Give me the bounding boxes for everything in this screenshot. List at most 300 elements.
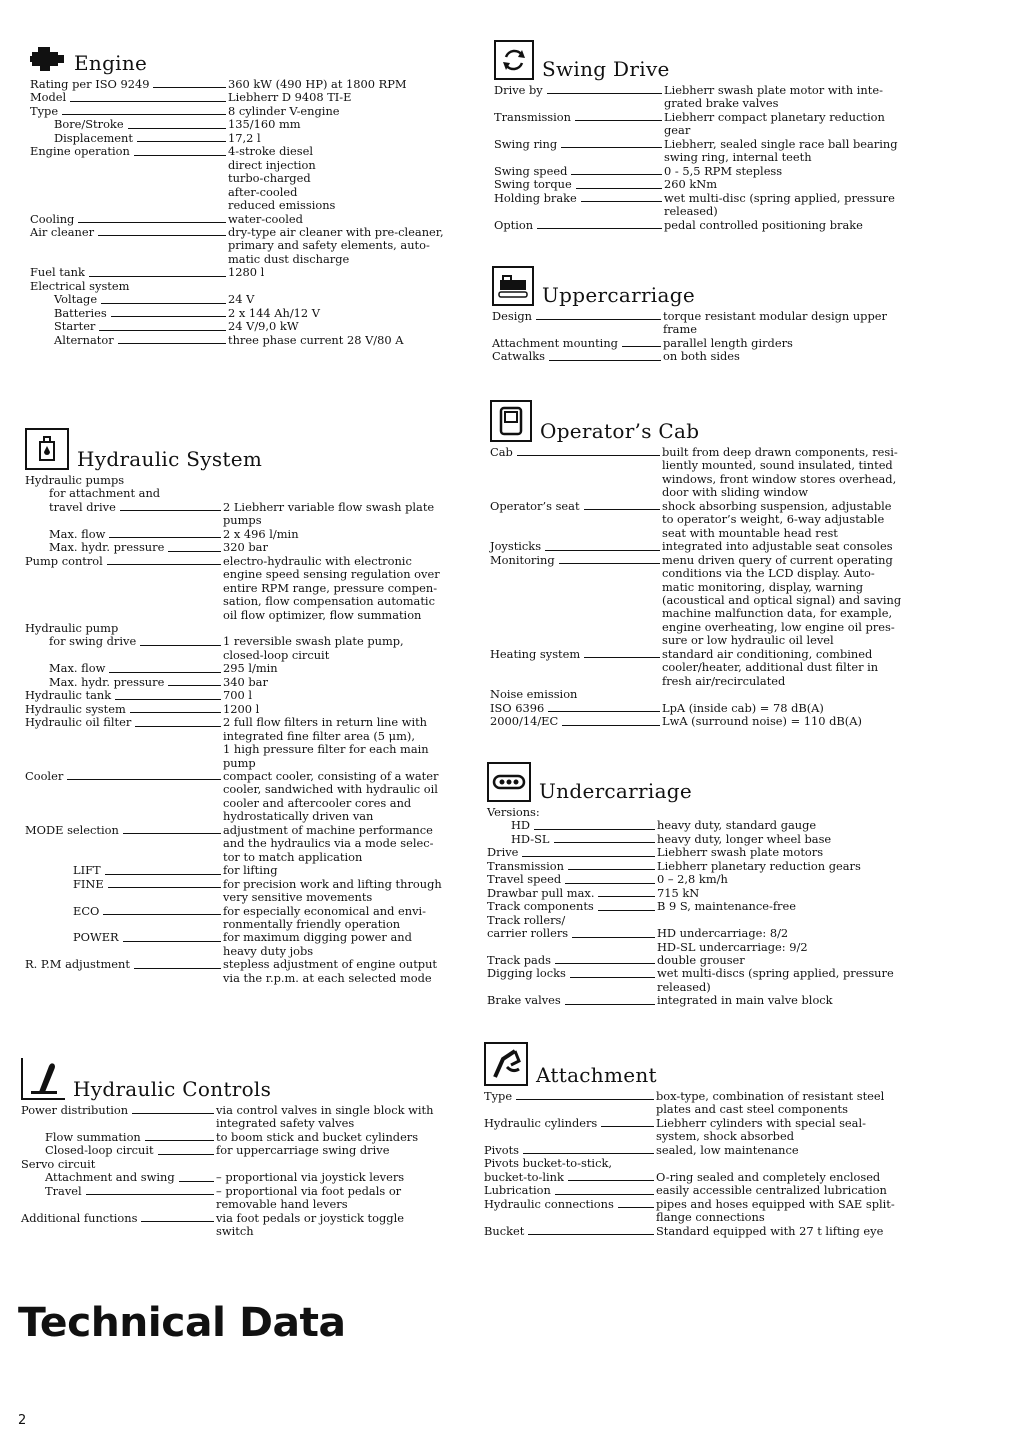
spec-row (25, 555, 470, 622)
spec-label: Bore/Stroke (54, 117, 124, 132)
leader-line (140, 645, 221, 646)
spec-label-cell (484, 1144, 656, 1157)
spec-row (25, 676, 470, 689)
leader-line (123, 833, 221, 834)
spec-row (490, 500, 932, 540)
operators-cab-rows (490, 446, 932, 729)
spec-label: Joysticks (490, 539, 542, 554)
spec-row (21, 1144, 466, 1157)
spec-row (487, 914, 929, 927)
spec-value: 135/160 mm (228, 117, 301, 132)
spec-value: 0 - 5,5 RPM stepless (664, 163, 783, 178)
spec-label: Monitoring (490, 552, 555, 567)
spec-value: 24 V/9,0 kW (228, 319, 299, 334)
spec-row (25, 501, 470, 528)
leader-line (575, 120, 662, 121)
leader-line (78, 222, 226, 223)
spec-value: 295 l/min (223, 661, 278, 676)
spec-label: Type (30, 103, 59, 118)
undercarriage-section (487, 762, 929, 1008)
spec-label: Swing torque (494, 177, 572, 192)
spec-label-cell (492, 350, 663, 363)
spec-value: dry-type air cleaner with pre-cleaner, primary and safety elements, auto- matic dust discharge (228, 224, 444, 266)
leader-line (86, 1194, 214, 1195)
spec-value: Liebherr swash plate motors (657, 845, 824, 860)
spec-label: Servo circuit (21, 1156, 96, 1171)
spec-row (490, 715, 932, 728)
spec-row (25, 864, 470, 877)
engine-rows (30, 78, 470, 347)
spec-value: integrated into adjustable seat consoles (662, 539, 893, 554)
spec-label-cell (487, 900, 657, 913)
spec-label-cell (25, 689, 223, 702)
spec-row (494, 219, 934, 232)
spec-row (490, 702, 932, 715)
spec-label-cell (30, 78, 228, 91)
spec-label: travel drive (49, 499, 116, 514)
spec-row (484, 1144, 929, 1157)
spec-label-cell (490, 540, 662, 553)
leader-line (98, 235, 226, 236)
spec-label-cell (25, 676, 223, 689)
uppercarriage-section (492, 266, 932, 364)
spec-label-cell (490, 688, 662, 701)
leader-line (598, 910, 655, 911)
spec-value: via foot pedals or joystick toggle switch (216, 1210, 404, 1239)
spec-label-cell (487, 967, 657, 980)
spec-label: Hydraulic pump (25, 620, 119, 635)
spec-label-cell (487, 954, 657, 967)
spec-row (30, 91, 470, 104)
spec-label: Power distribution (21, 1103, 129, 1117)
spec-value: 24 V (228, 292, 255, 307)
spec-label: FINE (73, 876, 104, 891)
spec-label-cell (30, 213, 228, 226)
spec-label-cell (30, 118, 228, 131)
spec-value: LpA (inside cab) = 78 dB(A) (662, 700, 824, 715)
spec-value: for precision work and lifting through very sensitive movements (223, 876, 442, 905)
spec-value: Liebherr compact planetary reduction gear (664, 109, 885, 138)
spec-value: 2 x 144 Ah/12 V (228, 305, 321, 320)
attachment-header (484, 1042, 929, 1086)
spec-label-cell (30, 132, 228, 145)
leader-line (581, 201, 662, 202)
spec-row (487, 860, 929, 873)
spec-label: Fuel tank (30, 265, 85, 280)
uppercarriage-icon (492, 266, 534, 306)
spec-row (25, 958, 470, 985)
spec-row (30, 78, 470, 91)
spec-label-cell (490, 554, 662, 567)
spec-row (494, 192, 934, 219)
swing-drive-header (494, 40, 934, 80)
spec-value: shock absorbing suspension, adjustable to operator’s weight, 6-way adjustable seat with mountable head rest (662, 498, 892, 540)
spec-label-cell (25, 958, 223, 971)
spec-label-cell (25, 528, 223, 541)
leader-line (534, 829, 655, 830)
spec-row (487, 900, 929, 913)
attachment-section (484, 1042, 929, 1238)
spec-value: 0 – 2,8 km/h (657, 872, 728, 887)
spec-row (487, 967, 929, 994)
leader-line (134, 968, 221, 969)
spec-value: 700 l (223, 688, 253, 703)
spec-value: pedal controlled positioning brake (664, 217, 863, 232)
spec-label: Engine operation (30, 144, 130, 159)
leader-line (547, 93, 662, 94)
spec-label: R. P.M adjustment (25, 957, 130, 972)
spec-value: Liebherr D 9408 TI-E (228, 90, 352, 105)
spec-row (490, 446, 932, 500)
spec-label: Air cleaner (30, 224, 95, 239)
spec-label: Batteries (54, 305, 107, 320)
spec-label: Noise emission (490, 687, 578, 702)
leader-line (572, 937, 655, 938)
spec-row (21, 1185, 466, 1212)
attachment-title: Attachment (536, 1063, 657, 1087)
spec-row (484, 1184, 929, 1197)
spec-row (484, 1171, 929, 1184)
spec-value: 715 kN (657, 885, 700, 900)
spec-label: Voltage (54, 292, 98, 307)
leader-line (536, 319, 661, 320)
spec-label: Versions: (487, 805, 540, 819)
leader-line (101, 303, 226, 304)
spec-value: parallel length girders (663, 335, 793, 350)
spec-label-cell (25, 635, 223, 648)
spec-value: – proportional via foot pedals or removable hand levers (216, 1183, 402, 1212)
spec-label: ECO (73, 903, 100, 918)
leader-line (522, 856, 655, 857)
spec-value: 17,2 l (228, 130, 261, 145)
spec-row (487, 806, 929, 819)
spec-label: Hydraulic cylinders (484, 1115, 598, 1130)
spec-label: 2000/14/EC (490, 714, 559, 729)
leader-line (179, 1181, 214, 1182)
spec-label-cell (487, 887, 657, 900)
spec-row (21, 1212, 466, 1239)
spec-value: to boom stick and bucket cylinders (216, 1129, 419, 1144)
leader-line (111, 316, 226, 317)
spec-label-cell (484, 1157, 656, 1170)
uppercarriage-header (492, 266, 932, 306)
leader-line (141, 1221, 214, 1222)
spec-row (30, 280, 470, 293)
leader-line (109, 672, 221, 673)
leader-line (158, 1154, 214, 1155)
spec-label: Drive (487, 845, 519, 860)
spec-value: 2 x 496 l/min (223, 526, 299, 541)
uppercarriage-rows (492, 310, 932, 364)
spec-value: Liebherr, sealed single race ball bearing swing ring, internal teeth (664, 136, 898, 165)
spec-label: Electrical system (30, 278, 130, 293)
leader-line (584, 509, 660, 510)
spec-row (30, 334, 470, 347)
spec-label-cell (25, 864, 223, 877)
hydraulic-controls-header (21, 1058, 466, 1100)
spec-label: Operator’s seat (490, 498, 580, 513)
spec-label: Swing speed (494, 163, 568, 178)
spec-label-cell (25, 662, 223, 675)
spec-label: Alternator (54, 332, 114, 347)
leader-line (618, 1207, 654, 1208)
spec-value: integrated in main valve block (657, 993, 833, 1008)
spec-row (25, 878, 470, 905)
leader-line (523, 1153, 654, 1154)
hydraulic-system-rows (25, 474, 470, 985)
spec-value: 260 kNm (664, 177, 718, 192)
spec-row (30, 213, 470, 226)
spec-label-cell (21, 1158, 216, 1171)
spec-row (494, 138, 934, 165)
spec-label: for attachment and (49, 486, 161, 501)
spec-row (484, 1225, 929, 1238)
spec-label-cell (25, 770, 223, 783)
spec-label: bucket-to-link (484, 1169, 564, 1184)
leader-line (554, 842, 656, 843)
leader-line (62, 114, 226, 115)
spec-label-cell (25, 501, 223, 514)
spec-label: Pump control (25, 553, 103, 568)
leader-line (128, 128, 226, 129)
spec-label-cell (484, 1198, 656, 1211)
spec-label: Travel (45, 1183, 82, 1198)
operators-cab-header (490, 400, 932, 442)
spec-row (21, 1158, 466, 1171)
spec-row (487, 927, 929, 954)
spec-label: Transmission (494, 109, 571, 124)
leader-line (107, 564, 221, 565)
spec-row (487, 954, 929, 967)
spec-row (21, 1171, 466, 1184)
undercarriage-title: Undercarriage (539, 779, 693, 803)
spec-row (25, 622, 470, 635)
spec-row (25, 662, 470, 675)
spec-value: LwA (surround noise) = 110 dB(A) (662, 714, 862, 729)
leader-line (528, 1234, 654, 1235)
spec-label: Max. hydr. pressure (49, 674, 165, 689)
operators-cab-section (490, 400, 932, 729)
spec-label: Transmission (487, 858, 564, 873)
spec-label: for swing drive (49, 634, 137, 649)
spec-row (490, 554, 932, 648)
spec-row (30, 266, 470, 279)
excavator-arm-icon (484, 1042, 528, 1086)
spec-row (25, 703, 470, 716)
spec-label-cell (494, 84, 664, 97)
spec-label: Design (492, 309, 532, 323)
engine-header (30, 44, 470, 74)
spec-label-cell (494, 178, 664, 191)
spec-row (484, 1090, 929, 1117)
spec-label-cell (30, 226, 228, 239)
spec-label-cell (21, 1131, 216, 1144)
undercarriage-rows (487, 806, 929, 1008)
spec-label: Track components (487, 899, 594, 914)
spec-label: Hydraulic connections (484, 1196, 614, 1211)
spec-row (487, 833, 929, 846)
spec-value: 1200 l (223, 701, 260, 716)
spec-label: Cooler (25, 768, 64, 783)
spec-label: Max. hydr. pressure (49, 540, 165, 555)
spec-label-cell (490, 500, 662, 513)
leader-line (109, 537, 221, 538)
spec-label: Type (484, 1089, 513, 1103)
spec-label-cell (487, 927, 657, 940)
spec-label-cell (492, 310, 663, 323)
spec-label-cell (492, 337, 663, 350)
spec-label-cell (25, 487, 223, 500)
hydraulic-controls-section (21, 1058, 466, 1239)
spec-label: Additional functions (21, 1210, 138, 1225)
spec-label: Flow summation (45, 1129, 141, 1144)
spec-label: Holding brake (494, 190, 577, 205)
spec-label: POWER (73, 930, 119, 945)
spec-row (484, 1157, 929, 1170)
spec-label: Hydraulic tank (25, 688, 112, 703)
spec-value: for uppercarriage swing drive (216, 1143, 390, 1158)
spec-row (30, 105, 470, 118)
leader-line (571, 174, 662, 175)
spec-label: Lubrication (484, 1183, 551, 1198)
spec-row (30, 118, 470, 131)
spec-label: Brake valves (487, 993, 561, 1008)
leader-line (562, 725, 660, 726)
leader-line (622, 346, 661, 347)
spec-label-cell (30, 307, 228, 320)
joystick-icon (21, 1058, 65, 1100)
spec-label: Track rollers/ (487, 912, 566, 927)
spec-row (487, 846, 929, 859)
leader-line (565, 1004, 655, 1005)
page-number: 2 (18, 1413, 27, 1428)
spec-label-cell (25, 541, 223, 554)
leader-line (584, 657, 660, 658)
spec-label: Max. flow (49, 526, 106, 541)
spec-value: wet multi-discs (spring applied, pressure released) (657, 966, 894, 994)
spec-row (487, 994, 929, 1007)
spec-value: for lifting (223, 863, 278, 878)
leader-line (545, 550, 660, 551)
leader-line (516, 1099, 654, 1100)
leader-line (103, 914, 221, 915)
spec-label-cell (487, 819, 657, 832)
spec-row (25, 905, 470, 932)
spec-value: O-ring sealed and completely enclosed (656, 1169, 881, 1184)
spec-value: 2 Liebherr variable flow swash plate pumps (223, 499, 435, 528)
swing-arrows-icon (494, 40, 534, 80)
spec-label-cell (21, 1144, 216, 1157)
spec-label-cell (30, 280, 228, 293)
spec-label-cell (487, 846, 657, 859)
spec-label: Digging locks (487, 966, 566, 981)
spec-value: pipes and hoses equipped with SAE split- flange connections (656, 1196, 895, 1225)
spec-row (25, 635, 470, 662)
spec-label: Pivots bucket-to-stick, (484, 1156, 612, 1171)
spec-row (21, 1131, 466, 1144)
spec-row (25, 770, 470, 824)
spec-value: 8 cylinder V-engine (228, 103, 340, 118)
spec-row (492, 337, 932, 350)
spec-label: Attachment and swing (45, 1170, 175, 1185)
spec-value: adjustment of machine performance and the hydraulics via a mode selec- tor to match application (223, 822, 434, 864)
spec-value: 1280 l (228, 265, 265, 280)
spec-label: Pivots (484, 1142, 520, 1157)
spec-label-cell (25, 703, 223, 716)
spec-row (25, 824, 470, 864)
spec-value: heavy duty, longer wheel base (657, 831, 832, 846)
spec-value: Standard equipped with 27 t lifting eye (656, 1223, 884, 1238)
spec-row (25, 487, 470, 500)
spec-label: Option (494, 217, 534, 232)
spec-label-cell (25, 716, 223, 729)
hydraulic-system-title: Hydraulic System (77, 447, 263, 471)
spec-value: built from deep drawn components, resi- liently mounted, sound insulated, tinted windows, front window stores overhead, door with sliding window (662, 445, 898, 500)
spec-label-cell (30, 320, 228, 333)
spec-value: stepless adjustment of engine output via the r.p.m. at each selected mode (223, 957, 437, 985)
spec-value: water-cooled (228, 211, 303, 226)
spec-value: box-type, combination of resistant steel plates and cast steel components (656, 1089, 885, 1117)
spec-label: Hydraulic system (25, 701, 126, 716)
spec-label: LIFT (73, 863, 101, 878)
leader-line (134, 155, 226, 156)
spec-label-cell (494, 219, 664, 232)
spec-row (25, 689, 470, 702)
leader-line (168, 685, 221, 686)
spec-label: Heating system (490, 646, 581, 661)
spec-value: Liebherr swash plate motor with inte- grated brake valves (664, 83, 883, 111)
leader-line (99, 330, 226, 331)
hydraulic-controls-rows (21, 1104, 466, 1239)
page-title: Technical Data (18, 1300, 346, 1346)
leader-line (568, 869, 655, 870)
spec-label: HD (511, 818, 531, 833)
spec-label: Drawbar pull max. (487, 885, 595, 900)
spec-label-cell (25, 474, 223, 487)
leader-line (517, 455, 660, 456)
spec-label: Catwalks (492, 349, 546, 364)
spec-row (484, 1198, 929, 1225)
spec-label-cell (30, 145, 228, 158)
spec-value: Liebherr planetary reduction gears (657, 858, 861, 873)
cab-icon (490, 400, 532, 442)
spec-value: three phase current 28 V/80 A (228, 332, 404, 347)
spec-label: Attachment mounting (492, 335, 618, 350)
spec-value: for especially economical and envi- ronmentally friendly operation (223, 903, 427, 931)
spec-value: Liebherr cylinders with special seal- system, shock absorbed (656, 1115, 866, 1144)
spec-value: torque resistant modular design upper frame (663, 309, 887, 337)
leader-line (570, 977, 655, 978)
leader-line (565, 883, 655, 884)
spec-value: via control valves in single block with integrated safety valves (216, 1103, 434, 1131)
spec-row (490, 540, 932, 553)
uppercarriage-title: Uppercarriage (542, 283, 695, 307)
spec-row (494, 84, 934, 111)
hydraulic-system-header (25, 428, 470, 470)
spec-value: for maximum digging power and heavy duty jobs (223, 930, 412, 958)
swing-drive-section (494, 40, 934, 232)
spec-row (25, 528, 470, 541)
spec-row (30, 320, 470, 333)
spec-value: menu driven query of current operating conditions via the LCD display. Auto- matic monitoring, display, warning (acoustical and optical signal) and saving machine malfunction data, for example, engine overheating, low engine oil pres- sure or low hydraulic oil level (662, 552, 902, 648)
spec-label-cell (487, 806, 657, 819)
spec-label: Hydraulic oil filter (25, 715, 132, 730)
leader-line (561, 147, 662, 148)
spec-row (487, 873, 929, 886)
leader-line (598, 896, 655, 897)
spec-value: double grouser (657, 952, 745, 967)
spec-label-cell (490, 715, 662, 728)
